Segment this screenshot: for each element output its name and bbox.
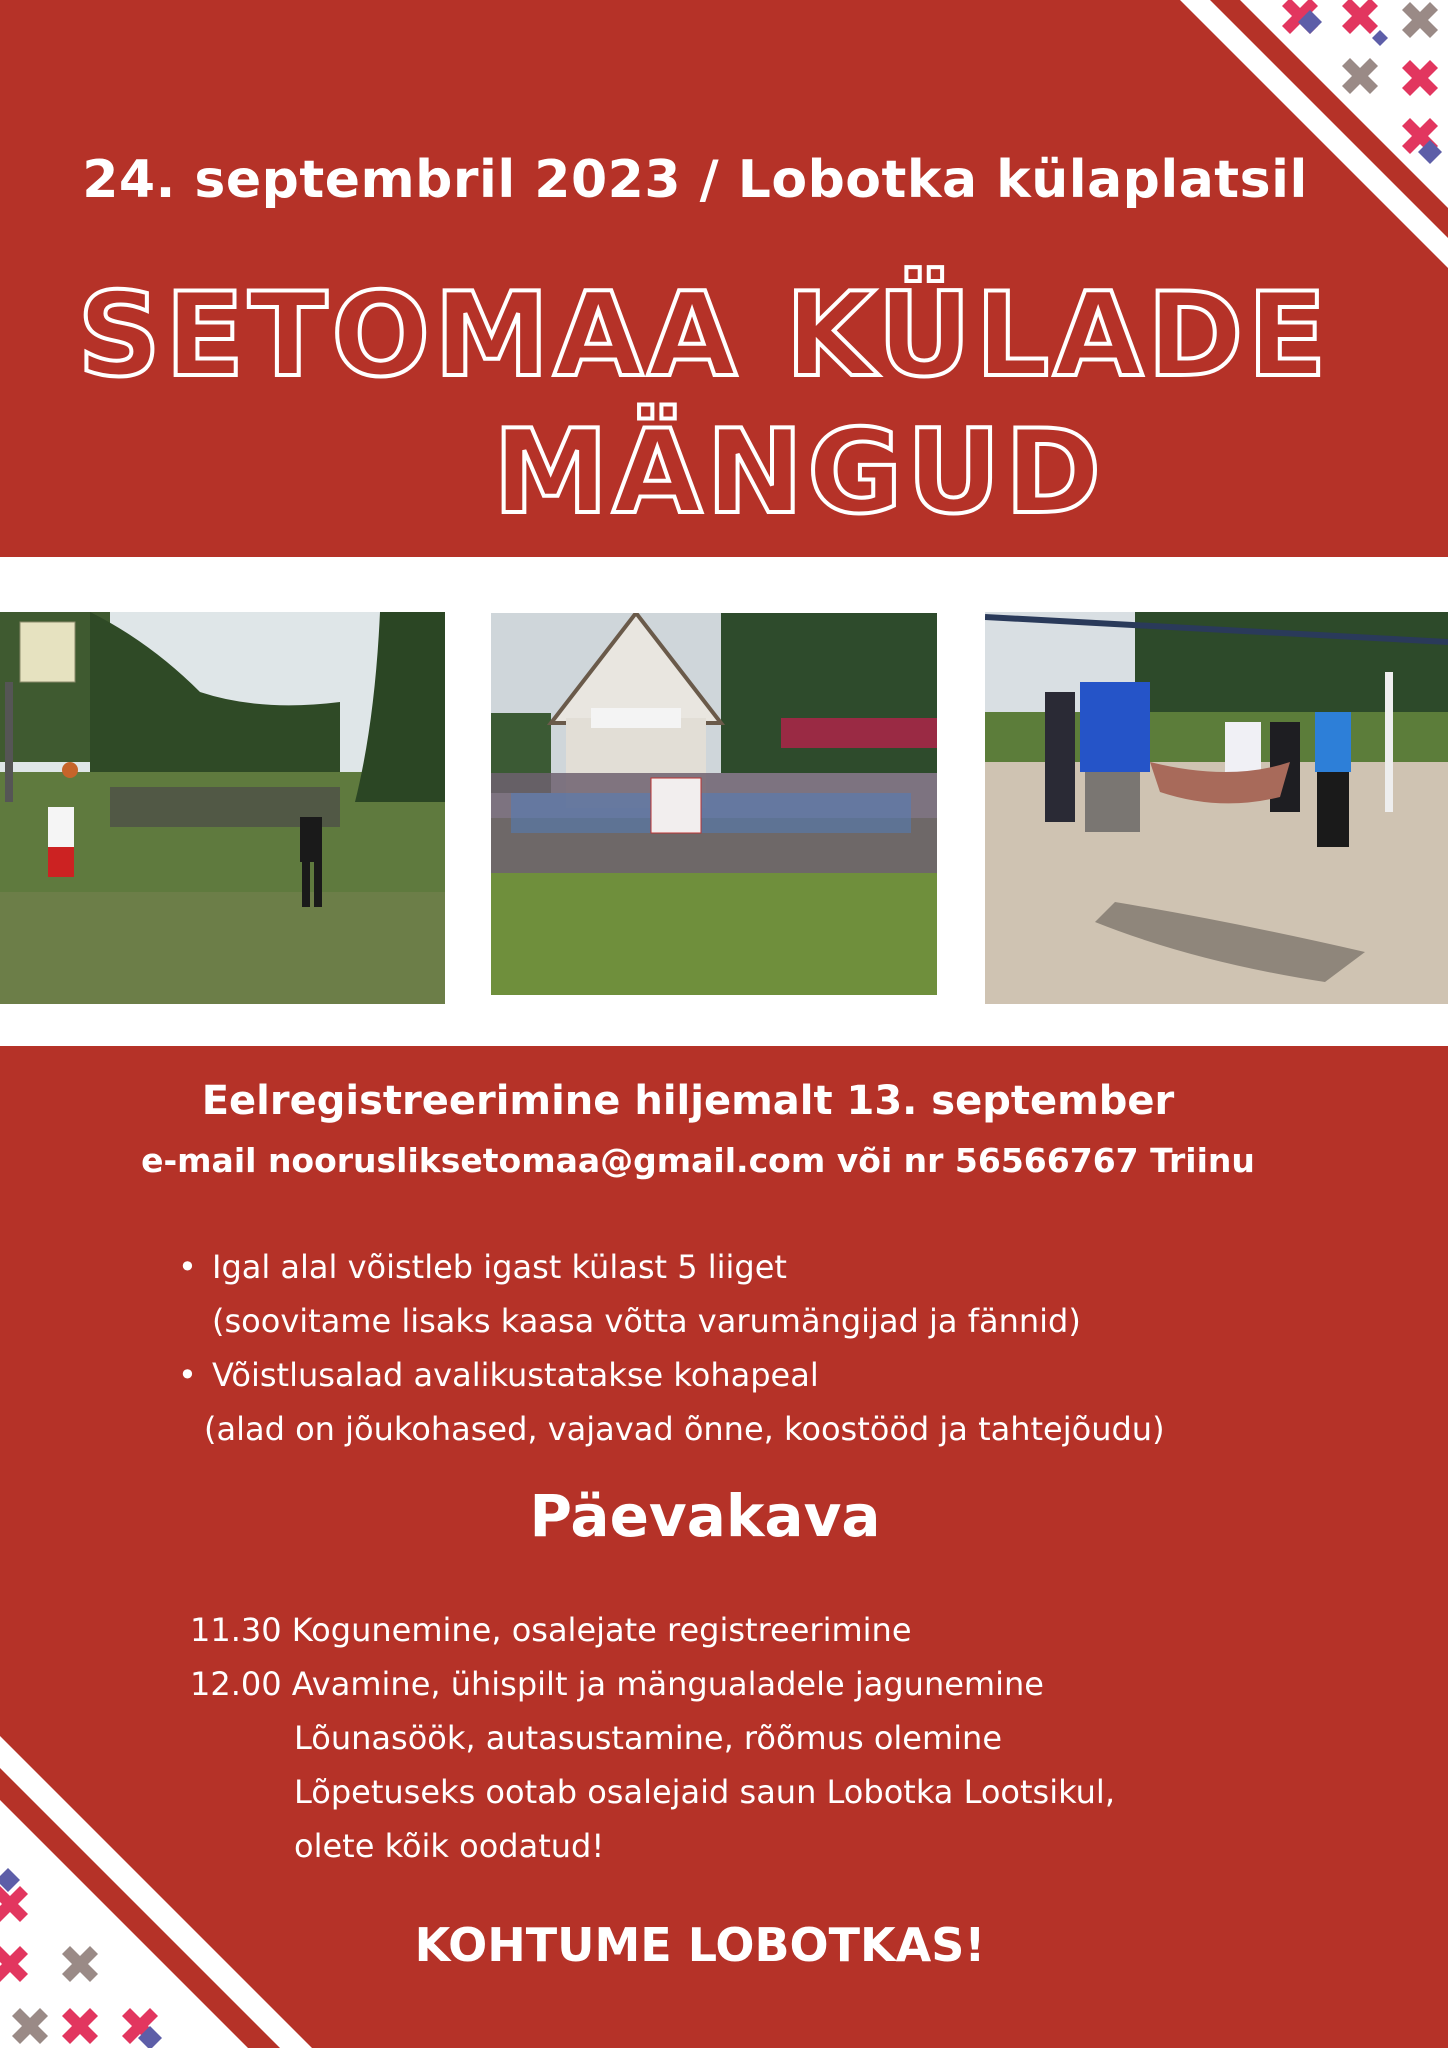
- schedule-list: [190, 1603, 1115, 1873]
- rules-list: [178, 1240, 1165, 1456]
- title-line-2: MÄNGUD: [493, 405, 1105, 540]
- schedule-cont-3: olete kõik oodatud!: [294, 1827, 605, 1865]
- schedule-cont-1: Lõunasöök, autasustamine, rõõmus olemine: [294, 1719, 1003, 1757]
- rule-2-note: (alad on jõukohased, vajavad õnne, koostööd ja tahtejõudu): [204, 1410, 1165, 1448]
- registration-deadline: Eelregistreerimine hiljemalt 13. september: [201, 1078, 1175, 1124]
- closing-message: KOHTUME LOBOTKAS!: [414, 1918, 986, 1972]
- schedule-item-1: 11.30 Kogunemine, osalejate registreerimine: [190, 1611, 912, 1649]
- schedule-item-2: 12.00 Avamine, ühispilt ja mängualadele jagunemine: [190, 1665, 1044, 1703]
- rule-1-note: (soovitame lisaks kaasa võtta varumängijad ja fännid): [212, 1302, 1081, 1340]
- schedule-cont-2: Lõpetuseks ootab osalejaid saun Lobotka Lootsikul,: [294, 1773, 1115, 1811]
- title-line-1: SETOMAA KÜLADE: [77, 268, 1331, 403]
- header-section: [0, 0, 1448, 557]
- date-location: 24. septembril 2023 / Lobotka külaplatsil: [82, 150, 1308, 210]
- rule-2: • Võistlusalad avalikustatakse kohapeal: [178, 1348, 1165, 1402]
- schedule-heading: Päevakava: [529, 1482, 881, 1550]
- photo-blanket-volley: [985, 612, 1448, 1004]
- photo-group-house: [491, 613, 937, 995]
- photo-ball-game: [0, 612, 445, 1004]
- registration-contact: e-mail noorusliksetomaa@gmail.com või nr 56566767 Triinu: [141, 1141, 1255, 1180]
- info-section: [0, 1046, 1448, 2048]
- rule-1: • Igal alal võistleb igast külast 5 liiget: [178, 1240, 1165, 1294]
